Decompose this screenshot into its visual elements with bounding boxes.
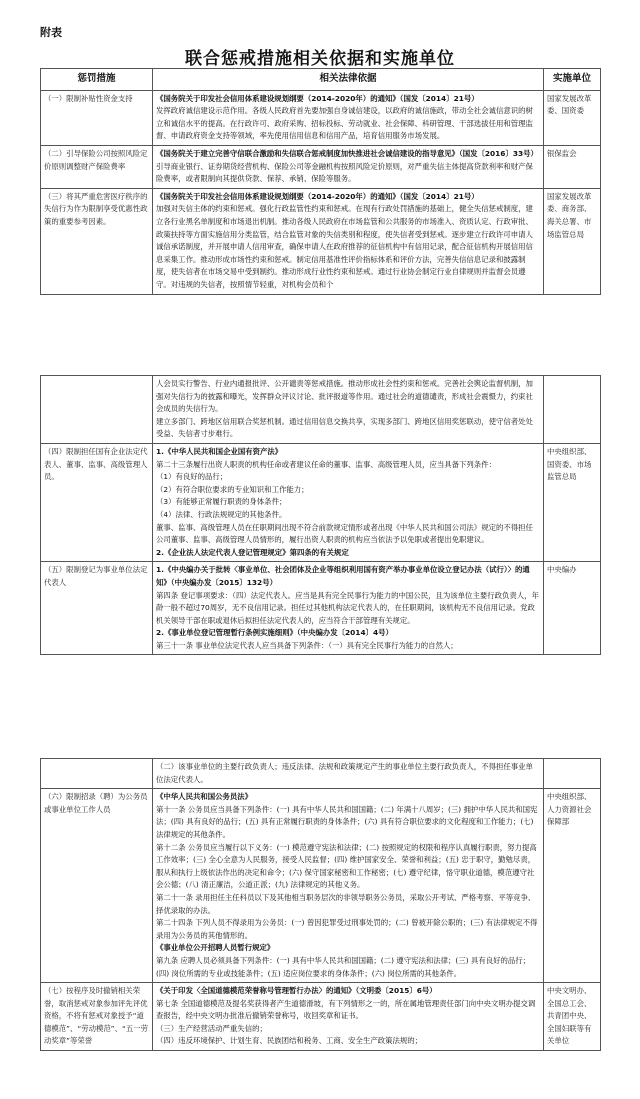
unit-cell: 国家发展改革委、商务部、海关总署、市场监管总局 <box>544 188 601 294</box>
measure-cell-empty <box>41 759 153 789</box>
table-row <box>41 90 601 145</box>
law-paragraph: （2）有符合职位要求的专业知识和工作能力； <box>156 484 309 494</box>
unit-cell-empty <box>544 376 601 444</box>
table-row-continued <box>41 759 601 789</box>
table-header-row <box>41 69 601 91</box>
law-paragraph: 发挥政府诚信建设示范作用。各级人民政府首先要加强自身诚信建设，以政府的诚信施政，带动全社会诚信意识的树立和诚信水平的提高。在行政许可、政府采购、招标投标、劳动就业、社会保障、科研管理、干部选拔任用和管理监督、申请政府资金支持等领域，率先使用信用信息和信用产品，培育信用服务市场发展。 <box>156 106 533 141</box>
law-title: 2.《企业法人法定代表人登记管理规定》第四条的有关规定 <box>156 547 349 557</box>
law-title: 2.《事业单位登记管理暂行条例实施细则》（中央编办发〔2014〕4号） <box>156 628 393 638</box>
measure-cell-empty <box>41 376 153 444</box>
table-row <box>41 983 601 1051</box>
unit-cell: 中央组织部、人力资源社会保障部 <box>544 789 601 983</box>
law-cell <box>153 443 544 561</box>
page-title: 联合惩戒措施相关依据和实施单位 <box>185 49 455 69</box>
law-title: 《关于印发〈全国道德模范荣誉称号管理暂行办法〉的通知》（文明委〔2015〕6号） <box>156 986 437 996</box>
law-paragraph: 第四条 登记事项要求：（四）法定代表人。应当是具有完全民事行为能力的中国公民，且为该单位主要行政负责人，年龄一般不超过70周岁，无不良信用记录。担任过其他机构法定代表人的，在任职期间，该机构无不良信用记录。党政机关领导干部在职或退休后拟担任法定代表人的，应当符合干部管理有关规定。 <box>156 590 539 625</box>
law-cell <box>153 983 544 1051</box>
law-title: 1.《中华人民共和国企业国有资产法》 <box>156 446 283 456</box>
law-cell <box>153 188 544 294</box>
law-paragraph: （1）有良好的品行； <box>156 472 228 482</box>
law-paragraph: 引导商业银行、证券期货经营机构、保险公司等金融机构按照风险定价原则，对严重失信主体提高贷款利率和财产保险费率，或者限制向其提供贷款、保荐、承销、保险等服务。 <box>156 161 533 184</box>
header-measures: 惩罚措施 <box>41 69 153 91</box>
law-cell <box>153 145 544 188</box>
measure-cell: （二）引导保险公司按照风险定价原则调整财产保险费率 <box>41 145 153 188</box>
unit-cell: 中央编办 <box>544 562 601 655</box>
law-paragraph: 第二十一条 录用担任主任科员以下及其他相当职务层次的非领导职务公务员，采取公开考试、严格考察、平等竞争、择优录取的办法。 <box>156 892 536 915</box>
measures-table-part-3 <box>40 758 601 1051</box>
law-paragraph: （四）违反环境保护、计划生育、民族团结和税务、工商、安全生产政策法规的； <box>156 1036 423 1046</box>
law-title: 《国务院关于建立完善守信联合激励和失信联合惩戒制度加快推进社会诚信建设的指导意见》（国发〔2016〕33号） <box>156 148 538 158</box>
table-row <box>41 443 601 561</box>
unit-cell: 中央文明办、全国总工会、共青团中央、全国妇联等有关单位 <box>544 983 601 1051</box>
unit-cell-empty <box>544 759 601 789</box>
law-cell <box>153 789 544 983</box>
unit-cell: 银保监会 <box>544 145 601 188</box>
table-row <box>41 789 601 983</box>
law-paragraph: 第十二条 公务员应当履行以下义务：(一) 模范遵守宪法和法律；(二) 按照规定的权限和程序认真履行职责，努力提高工作效率；(三) 全心全意为人民服务，接受人民监督；(四) 维护国家安全、荣誉和利益；(五) 忠于职守，勤勉尽责，服从和执行上级依法作出的决定和命令；(六) 保守国家秘密和工作秘密；(七) 遵守纪律，恪守职业道德，模范遵守社会公德；(八) 清正廉洁，公道正派；(九) 法律规定的其他义务。 <box>156 842 537 890</box>
law-title: 《中华人民共和国公务员法》 <box>156 792 253 802</box>
measure-cell: （一）限制补贴性资金支持 <box>41 90 153 145</box>
header-legal-basis: 相关法律依据 <box>153 69 544 91</box>
header-implementing-units: 实施单位 <box>544 69 601 91</box>
continued-text: （二）该事业单位的主要行政负责人；违反法律、法规和政策规定产生的事业单位主要行政负责人，不得担任事业单位法定代表人。 <box>156 762 533 784</box>
measure-cell: （五）限制登记为事业单位法定代表人 <box>41 562 153 655</box>
law-paragraph: 第二十四条 下列人员不得录用为公务员：(一) 曾因犯罪受过刑事处罚的；(二) 曾被开除公职的；(三) 有法律规定不得录用为公务员的其他情形的。 <box>156 918 538 940</box>
law-title: 《国务院关于印发社会信用体系建设规划纲要（2014-2020年）的通知》（国发〔2014〕21号） <box>156 191 479 201</box>
measure-cell: （三）将其严重危害医疗秩序的失信行为作为限制享受优惠性政策的重要参考因素。 <box>41 188 153 294</box>
measure-cell: （七）按程序及时撤销相关荣誉，取消惩戒对象参加评先评优资格，不将有惩戒对象授予“道德模范”、“劳动模范”、“五一劳动奖章”等荣誉 <box>41 983 153 1051</box>
measures-table-part-2 <box>40 375 601 655</box>
law-paragraph: （三）生产经营活动严重失信的； <box>156 1023 267 1033</box>
law-paragraph: （3）有能够正常履行职责的身体条件； <box>156 497 287 507</box>
law-cell-continued <box>153 759 544 789</box>
law-paragraph: 董事、监事、高级管理人员在任职期间出现不符合前款规定情形或者出现《中华人民共和国公司法》规定的不得担任公司董事、监事、高级管理人员情形的，履行出资人职责的机构应当依法予以免职或者提出免职建议。 <box>156 522 533 545</box>
table-row-continued <box>41 376 601 444</box>
law-paragraph: 第三十一条 事业单位法定代表人应当具备下列条件：（一）具有完全民事行为能力的自然人； <box>156 640 458 650</box>
law-paragraph: 加强对失信主体的约束和惩戒。强化行政监管性约束和惩戒。在现有行政处罚措施的基础上，健全失信惩戒制度，建立各行业黑名单制度和市场退出机制。推动各级人民政府在市场监管和公共服务的市场准入、资质认定、行政审批、政策扶持等方面实施信用分类监管，结合监管对象的失信类别和程度，使失信者受到惩戒。逐步建立行政许可申请人诚信承诺制度，并开展申请人信用审查，确保申请人在政府推荐的征信机构中有信用记录，配合征信机构开展信用信息采集工作。推动形成市场性约束和惩戒。制定信用基准性评价指标体系和评价方法，完善失信信息记录和披露制度，使失信者在市场交易中受到制约。推动形成行业性约束和惩戒。通过行业协会制定行业自律规则并监督会员遵守。对违规的失信者，按照情节轻重，对机构会员和个 <box>156 204 533 289</box>
unit-cell: 中央组织部、国资委、市场监管总局 <box>544 443 601 561</box>
law-paragraph: （4）法律、行政法规规定的其他条件。 <box>156 509 287 519</box>
measures-table-part-1 <box>40 68 601 295</box>
table-row <box>41 562 601 655</box>
law-title: 1.《中央编办关于批转〈事业单位、社会团体及企业等组织利用国有资产举办事业单位设立登记办法（试行）〉的通知》（中央编办发〔2015〕132号） <box>156 565 530 587</box>
law-paragraph: 第十一条 公务员应当具备下列条件：(一) 具有中华人民共和国国籍；(二) 年满十八周岁；(三) 拥护中华人民共和国宪法；(四) 具有良好的品行；(五) 具有正常履行职责的身体条件；(六) 具有符合职位要求的文化程度和工作能力；(七) 法律规定的其他条件。 <box>156 804 538 839</box>
unit-cell: 国家发展改革委、国资委 <box>544 90 601 145</box>
page-label: 附表 <box>40 26 62 39</box>
law-title: 《事业单位公开招聘人员暂行规定》 <box>156 943 275 953</box>
law-cell <box>153 90 544 145</box>
table-row <box>41 145 601 188</box>
law-paragraph: 第二十三条履行出资人职责的机构任命或者建议任命的董事、监事、高级管理人员，应当具备下列条件： <box>156 459 496 469</box>
table-row <box>41 188 601 294</box>
law-cell <box>153 562 544 655</box>
measure-cell: （六）限制招录（聘）为公务员或事业单位工作人员 <box>41 789 153 983</box>
law-title: 《国务院关于印发社会信用体系建设规划纲要（2014-2020年）的通知》（国发〔2014〕21号） <box>156 93 479 103</box>
measure-cell: （四）限制担任国有企业法定代表人、董事、监事、高级管理人员。 <box>41 443 153 561</box>
law-cell-continued <box>153 376 544 444</box>
law-paragraph: 第七条 全国道德模范及提名奖获得者产生道德滑坡，有下列情形之一的，所在属地管理责任部门向中央文明办提交调查报告，经中央文明办批准后撤销荣誉称号，收回奖章和证书。 <box>156 998 536 1021</box>
law-paragraph: 第九条 应聘人员必须具备下列条件：(一) 具有中华人民共和国国籍；(二) 遵守宪法和法律；(三) 具有良好的品行；(四) 岗位所需的专业或技能条件；(五) 适应岗位要求的身体条件；(六) 岗位所需的其他条件。 <box>156 955 531 978</box>
continued-text: 人会员实行警告、行业内通报批评、公开谴责等惩戒措施。推动形成社会性约束和惩戒。完善社会舆论监督机制，加强对失信行为的披露和曝光，发挥群众评议讨论、批评报道等作用。通过社会的道德谴责，形成社会震慑力，约束社会成员的失信行为。 建立多部门、跨地区信用联合奖惩机制。通过信用信息交换共享，实现多部门、跨地区信用奖惩联动，使守信者处处受益、失信者寸步难行。 <box>156 379 533 439</box>
